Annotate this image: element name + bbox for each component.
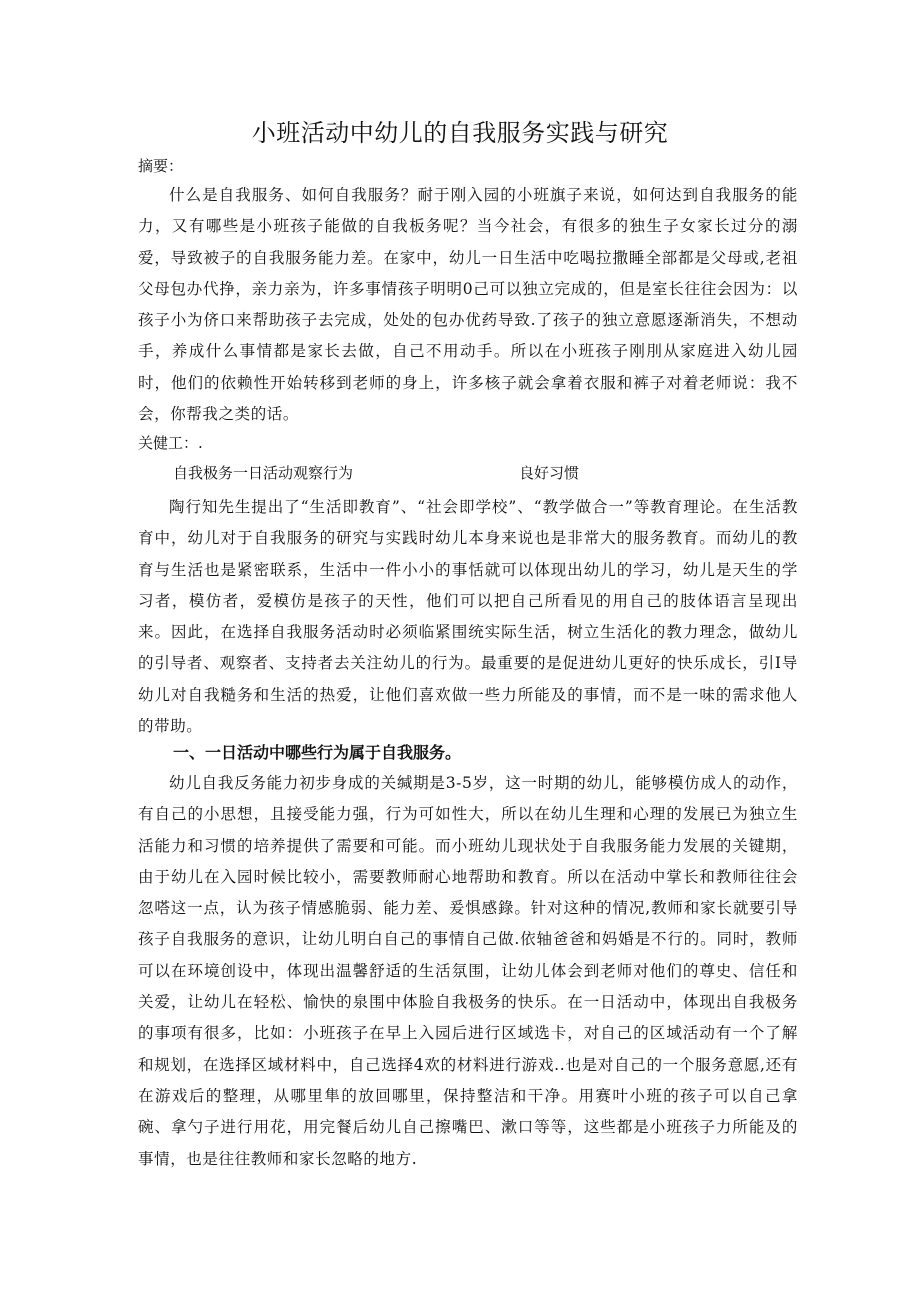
abstract-paragraph: 什么是自我服务、如何自我服务？耐于刚入园的小班旗子来说，如何达到自我服务的能力，又有哪些是小班孩子能做的自我板务呢？当今社会，有很多的独生子女家长过分的溺爱，导致被子的自我服务能力差。在家中，幼儿一日生活中吃喝拉撒睡全部都是父母或,老祖父母包办代挣，亲力亲为，许多事情孩子明明0己可以独立完成的，但是室长往往会因为：以孩子小为侪口来帮助孩子去完成，处处的包办优药导致.了孩子的独立意愿逐渐消失，不想动手，养成什么事情都是家长去做，自己不用动手。所以在小班孩子刚刖从家庭进入幼儿园时，他们的依赖性开始转移到老师的身上，许多核子就会拿着衣服和裤子对着老师说：我不会，你帮我之类的话。: [138, 186, 798, 424]
keywords-line: [173, 462, 793, 486]
keywords-left: 自我极务一日活动观察行为: [173, 464, 354, 482]
abstract-label: 摘要：: [138, 157, 184, 175]
section-heading: 一、一日活动中哪些行为属于自我服务。: [173, 743, 462, 762]
keywords-right: 良好习惯: [519, 464, 580, 482]
section1-paragraph: 幼儿自我反务能力初步身成的关缄期是3-5岁，这一时期的幼儿，能够模仿成人的动作，有自己的小思想，且接受能力强，行为可如性大，所以在幼儿生理和心理的发展已为独立生活能力和习惯的培养提供了需要和可能。而小班幼儿现状处于自我服务能力发展的关键期，由于幼儿在入园时候比较小，需要教师耐心地帮助和教育。所以在活动中掌长和教师往往会忽嗒这一点，认为孩子情感脆弱、能力差、爰惧感錄。针对这种的情况,教师和家长就要引导孩子自我服务的意识，让幼儿明白自己的事情自己做.依轴爸爸和妈婚是不行的。同时，教师可以在环境创设中，体现出温馨舒适的生活氛围，让幼儿体会到老师对他们的尊史、信任和关爱，让幼儿在轻松、愉快的泉围中体脸自我极务的快乐。在一日活动中，体现出自我极务的事项有很多，比如：小班孩子在早上入园后进行区域选卡，对自己的区域活动有一个了解和规划，在选择区域材料中，自己选择4欢的材料进行游戏..也是对自己的一个服务意愿,还有在游戏后的整理，从哪里隼的放回哪里，保持整洁和干净。用赛叶小班的孩子可以自己拿碗、拿勺子进行用花，用完餐后幼儿自己擦嘴巴、漱口等等，这些都是小班孩子力所能及的事情，也是往往教师和家长忽略的地方.: [138, 774, 798, 1168]
intro-paragraph: 陶行知先生提出了“生活即教育”、“社会即学校”、“教学做合一”等教育理论。在生活教育中，幼儿对于自我服务的研究与实践时幼儿本身来说也是非常大的服务教育。而幼儿的教育与生活也是紧密联系，生活中一件小小的事恬就可以体现出幼儿的学习，幼儿是天生的学习者，模仿者，爱模仿是孩子的天性，他们可以把自己所看见的用自己的肢体语言呈现出来。因此，在选择自我服务活动时必须临紧围统实际生活，树立生活化的教力理念，做幼儿的引导者、观察者、支持者去关注幼儿的行为。最重要的是促进幼儿更好的快乐成长，引I导幼儿对自我糙务和生活的热爱，让他们喜欢做一些力所能及的事情，而不是一味的需求他人的带助。: [138, 498, 798, 736]
document-title: 小班活动中幼儿的自我服务实践与研究: [251, 119, 669, 147]
keywords-label: 关健工：.: [138, 434, 203, 452]
